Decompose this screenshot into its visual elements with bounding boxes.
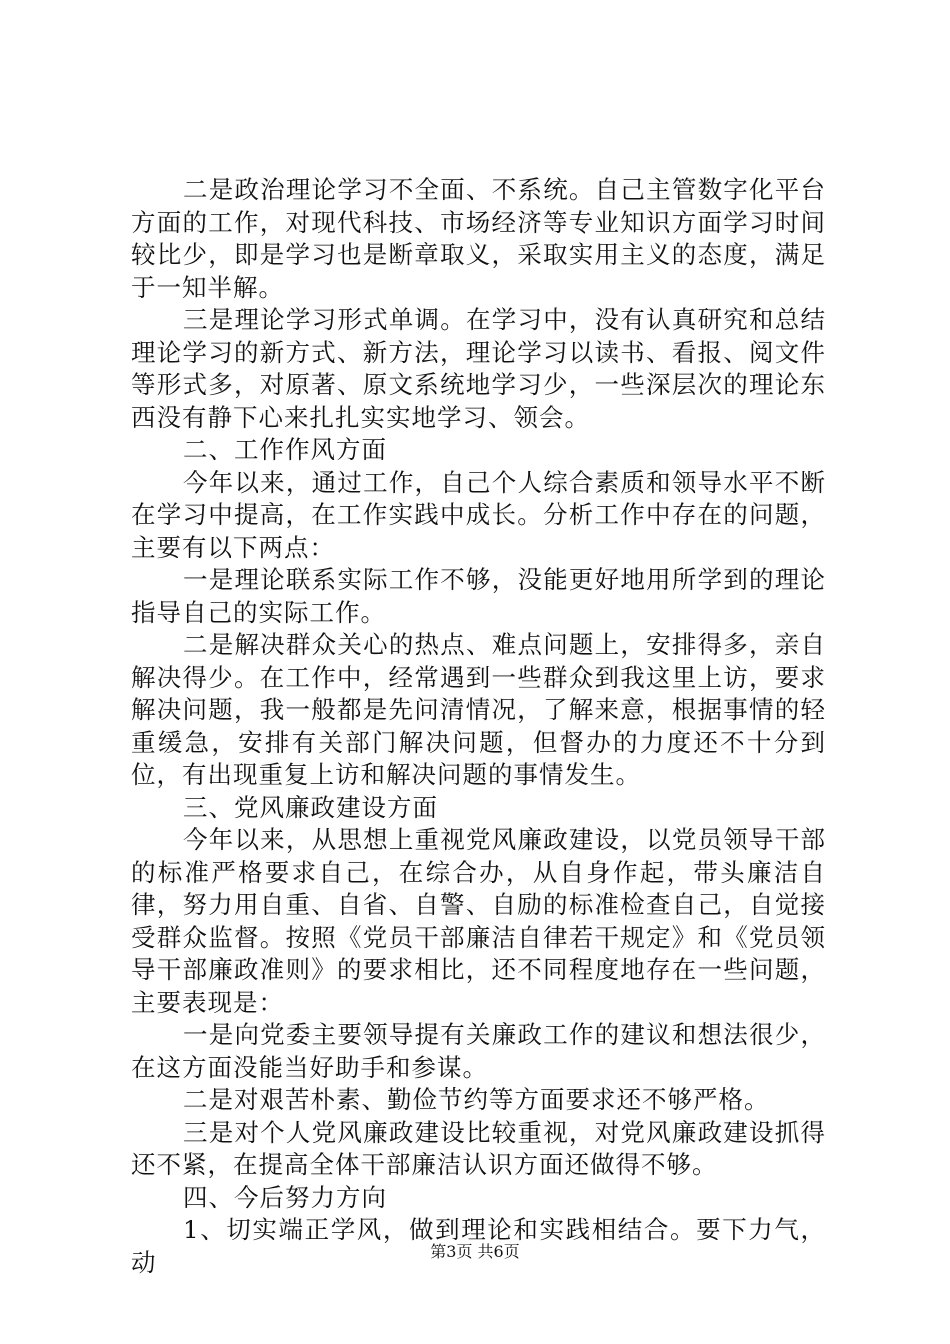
section-heading-integrity: 三、党风廉政建设方面 [183,792,438,822]
paragraph-political-study: 二是政治理论学习不全面、不系统。自己主管数字化平台方面的工作，对现代科技、市场经济等专业知识方面学习时间较比少，即是学习也是断章取义，采取实用主义的态度，满足于一知半解。 [131,175,826,302]
page-footer: 第3页 共6页 [430,1242,520,1261]
paragraph-work-intro: 今年以来，通过工作，自己个人综合素质和领导水平不断在学习中提高，在工作实践中成长。分析工作中存在的问题，主要有以下两点： [131,467,826,562]
paragraph-integrity-awareness: 三是对个人党风廉政建设比较重视，对党风廉政建设抓得还不紧，在提高全体干部廉洁认识方面还做得不够。 [131,1117,826,1179]
paragraph-frugality: 二是对艰苦朴素、勤俭节约等方面要求还不够严格。 [183,1085,770,1114]
paragraph-integrity-intro: 今年以来，从思想上重视党风廉政建设，以党员领导干部的标准严格要求自己，在综合办，从自身作起，带头廉洁自律，努力用自重、自省、自警、自励的标准检查自己，自觉接受群众监督。按照《党员干部廉洁自律若干规定》和《党员领导干部廉政准则》的要求相比，还不同程度地存在一些问题，主要表现是： [131,825,826,1017]
document-body [131,174,826,1279]
paragraph-public-issues: 二是解决群众关心的热点、难点问题上，安排得多，亲自解决得少。在工作中，经常遇到一些群众到我这里上访，要求解决问题，我一般都是先问清情况，了解来意，根据事情的轻重缓急，安排有关部门解决问题，但督办的力度还不十分到位，有出现重复上访和解决问题的事情发生。 [131,630,826,789]
section-heading-work-style: 二、工作作风方面 [183,435,387,464]
paragraph-study-form: 三是理论学习形式单调。在学习中，没有认真研究和总结理论学习的新方式、新方法，理论学习以读书、看报、阅文件等形式多，对原著、原文系统地学习少，一些深层次的理论东西没有静下心来扎扎实实地学习、领会。 [131,305,826,432]
section-heading-future: 四、今后努力方向 [183,1182,387,1212]
paragraph-advice: 一是向党委主要领导提有关廉政工作的建议和想法很少，在这方面没能当好助手和参谋。 [131,1020,826,1082]
paragraph-theory-practice: 一是理论联系实际工作不够，没能更好地用所学到的理论指导自己的实际工作。 [131,565,826,627]
paragraph-study-style: 1、切实端正学风，做到理论和实践相结合。要下力气，动 [131,1215,826,1277]
